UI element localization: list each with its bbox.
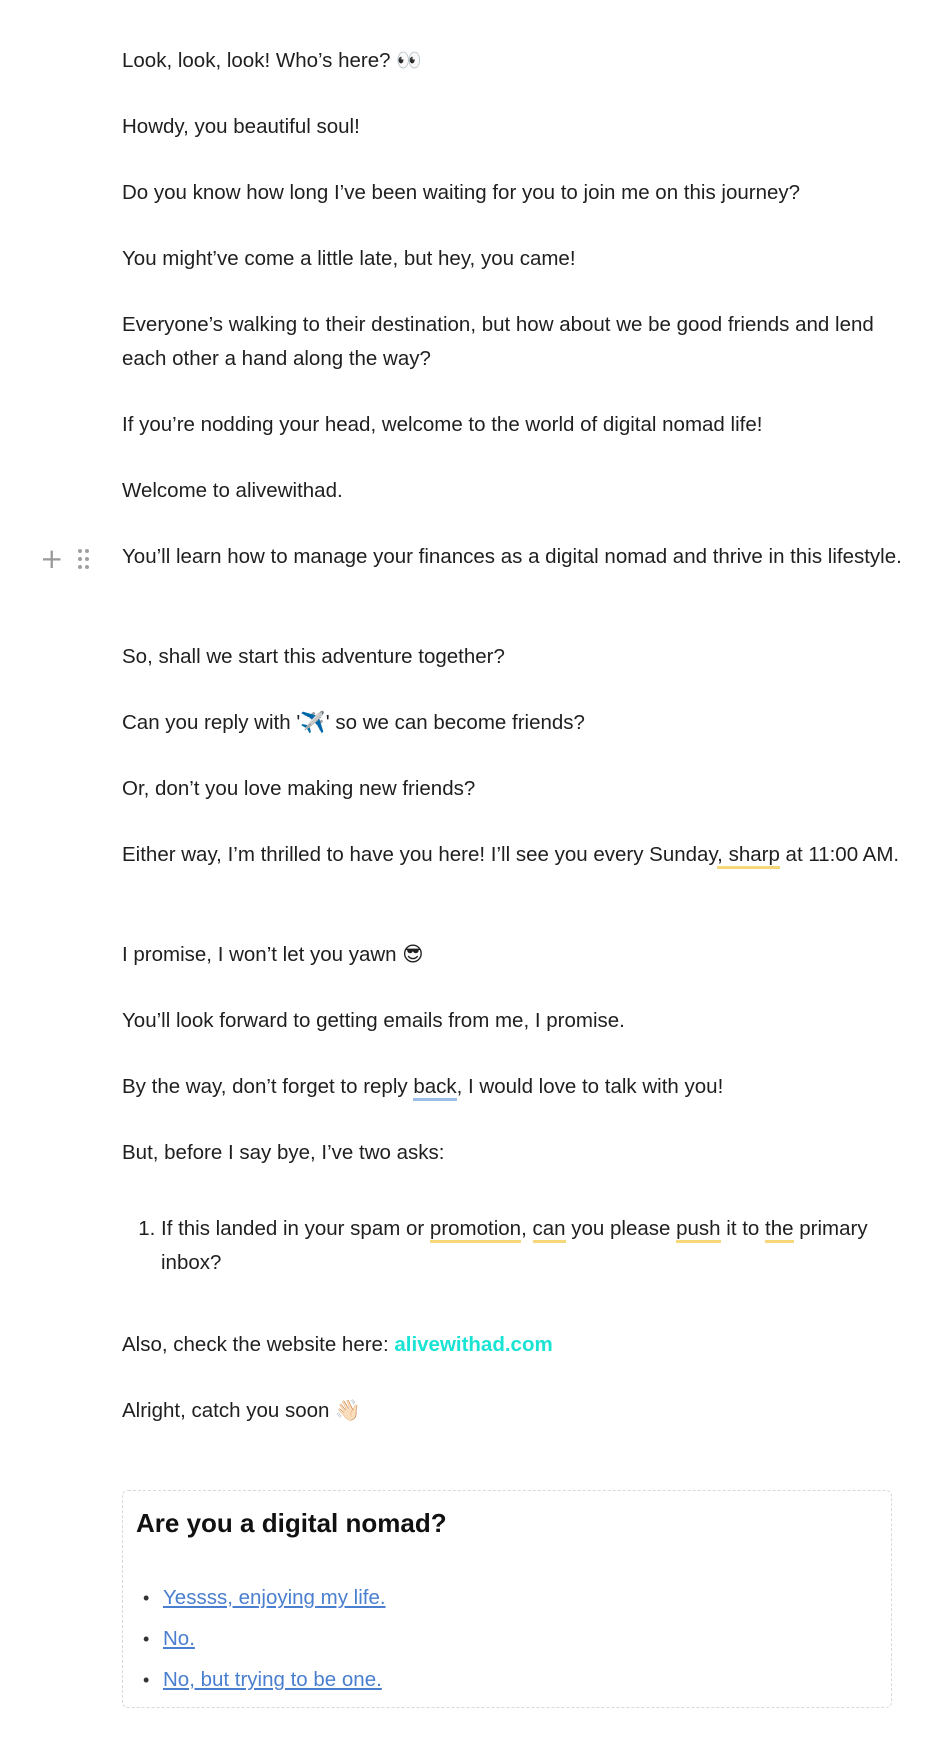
text-run: Also, check the website here: bbox=[122, 1333, 395, 1356]
bullet: • bbox=[143, 1629, 150, 1649]
paragraph[interactable]: Everyone’s walking to their destination, but how about we be good friends and lend each other a hand along the way? bbox=[122, 313, 874, 370]
bullet: • bbox=[143, 1670, 150, 1690]
text-run: you please bbox=[565, 1217, 677, 1240]
paragraph[interactable]: So, shall we start this adventure together? bbox=[122, 645, 505, 668]
paragraph[interactable]: If you’re nodding your head, welcome to the world of digital nomad life! bbox=[122, 413, 763, 436]
paragraph-hovered[interactable]: You’ll learn how to manage your finances as a digital nomad and thrive in this lifestyle. bbox=[122, 545, 902, 568]
paragraph[interactable]: Or, don’t you love making new friends? bbox=[122, 777, 476, 800]
block-controls bbox=[36, 542, 96, 575]
grammar-suggestion[interactable]: promotion bbox=[430, 1217, 521, 1243]
poll-block[interactable] bbox=[122, 1490, 892, 1708]
text-run: , I would love to talk with you! bbox=[456, 1075, 724, 1098]
paragraph[interactable]: But, before I say bye, I’ve two asks: bbox=[122, 1141, 445, 1164]
paragraph[interactable]: I promise, I won’t let you yawn 😎 bbox=[122, 943, 424, 966]
poll-option bbox=[123, 1581, 386, 1622]
grammar-suggestion[interactable]: push bbox=[676, 1217, 720, 1243]
asks-list bbox=[122, 1212, 902, 1280]
paragraph[interactable] bbox=[122, 1070, 902, 1104]
poll-option-link-trying[interactable]: No, but trying to be one. bbox=[163, 1668, 382, 1691]
text-run: Either way, I’m thrilled to have you here! I’ll see you every Sunday bbox=[122, 843, 718, 866]
poll-title: Are you a digital nomad? bbox=[136, 1508, 447, 1538]
poll-option bbox=[123, 1663, 386, 1704]
poll-option-link-yes[interactable]: Yessss, enjoying my life. bbox=[163, 1586, 386, 1609]
list-item[interactable] bbox=[161, 1212, 902, 1280]
paragraph[interactable]: You might’ve come a little late, but hey, you came! bbox=[122, 247, 576, 270]
poll-option-link-no[interactable]: No. bbox=[163, 1627, 195, 1650]
text-run: If this landed in your spam or bbox=[161, 1217, 430, 1240]
paragraph[interactable]: Alright, catch you soon 👋🏻 bbox=[122, 1399, 361, 1422]
paragraph[interactable]: Welcome to alivewithad. bbox=[122, 479, 343, 502]
text-run: primary inbox? bbox=[161, 1217, 868, 1274]
add-block-icon[interactable]: + bbox=[40, 542, 64, 575]
text-run: By the way, don’t forget to reply bbox=[122, 1075, 414, 1098]
website-link[interactable]: alivewithad.com bbox=[394, 1333, 553, 1356]
poll-options bbox=[123, 1581, 386, 1704]
text-run: , bbox=[521, 1217, 533, 1240]
paragraph[interactable]: Howdy, you beautiful soul! bbox=[122, 115, 360, 138]
paragraph[interactable]: Do you know how long I’ve been waiting for you to join me on this journey? bbox=[122, 181, 801, 204]
paragraph[interactable]: You’ll look forward to getting emails from me, I promise. bbox=[122, 1009, 625, 1032]
grammar-suggestion[interactable]: the bbox=[765, 1217, 794, 1243]
paragraph[interactable]: Look, look, look! Who’s here? 👀 bbox=[122, 49, 422, 72]
bullet: • bbox=[143, 1588, 150, 1608]
paragraph[interactable]: Can you reply with '✈️' so we can become friends? bbox=[122, 711, 585, 734]
drag-handle-icon[interactable] bbox=[78, 549, 90, 569]
paragraph[interactable] bbox=[122, 838, 902, 872]
spelling-suggestion[interactable]: back bbox=[413, 1075, 456, 1101]
grammar-suggestion[interactable]: , sharp bbox=[717, 843, 780, 869]
paragraph[interactable] bbox=[122, 1328, 902, 1362]
text-run: it to bbox=[720, 1217, 766, 1240]
poll-option bbox=[123, 1622, 386, 1663]
text-run: at 11:00 AM. bbox=[779, 843, 900, 866]
grammar-suggestion[interactable]: can bbox=[533, 1217, 566, 1243]
